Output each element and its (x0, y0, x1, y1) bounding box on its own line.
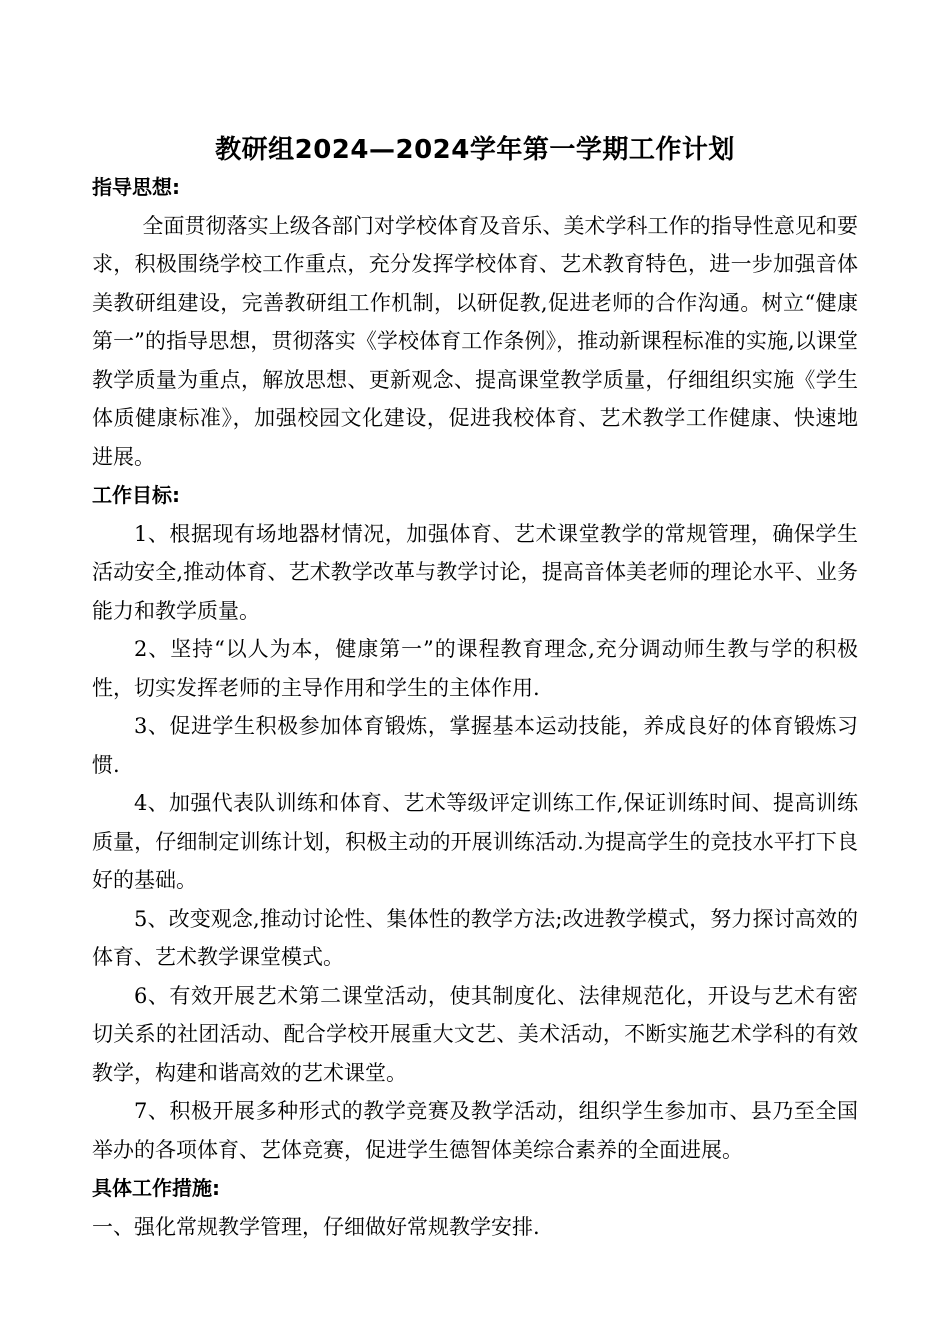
document-title: 教研组2024—2024学年第一学期工作计划 (215, 135, 735, 165)
document-body (92, 168, 858, 1246)
goal-item-2: 2、坚持“以人为本，健康第一”的课程教育理念,充分调动师生教与学的积极性，切实发挥老师的主导作用和学生的主体作用. (92, 637, 858, 700)
goal-item-3: 3、促进学生积极参加体育锻炼，掌握基本运动技能，养成良好的体育锻炼习惯. (92, 714, 858, 777)
goal-item-1: 1、根据现有场地器材情况，加强体育、艺术课堂教学的常规管理，确保学生活动安全,推动体育、艺术教学改革与教学讨论，提高音体美老师的理论水平、业务能力和教学质量。 (92, 521, 858, 623)
goal-item-7: 7、积极开展多种形式的教学竞赛及教学活动，组织学生参加市、县乃至全国举办的各项体育、艺体竞赛，促进学生德智体美综合素养的全面进展。 (92, 1099, 858, 1162)
guiding-ideology-paragraph: 全面贯彻落实上级各部门对学校体育及音乐、美术学科工作的指导性意见和要求，积极围绕学校工作重点，充分发挥学校体育、艺术教育特色，进一步加强音体美教研组建设，完善教研组工作机制，以研促教,促进老师的合作沟通。树立“健康第一”的指导思想，贯彻落实《学校体育工作条例》，推动新课程标准的实施,以课堂教学质量为重点，解放思想、更新观念、提高课堂教学质量，仔细组织实施《学生体质健康标准》，加强校园文化建设，促进我校体育、艺术教学工作健康、快速地进展。 (92, 213, 858, 469)
section-heading-work-goals: 工作目标: (92, 483, 180, 507)
goal-item-5: 5、改变观念,推动讨论性、集体性的教学方法;改进教学模式，努力探讨高效的体育、艺术教学课堂模式。 (92, 906, 858, 969)
measure-line-1: 一、强化常规教学管理，仔细做好常规教学安排. (92, 1214, 540, 1239)
section-heading-guiding-ideology: 指导思想: (92, 175, 180, 199)
section-heading-specific-measures: 具体工作措施: (92, 1176, 220, 1200)
goal-item-6: 6、有效开展艺术第二课堂活动，使其制度化、法律规范化，开设与艺术有密切关系的社团活动、配合学校开展重大文艺、美术活动，不断实施艺术学科的有效教学，构建和谐高效的艺术课堂。 (92, 983, 858, 1085)
goal-item-4: 4、加强代表队训练和体育、艺术等级评定训练工作,保证训练时间、提高训练质量，仔细制定训练计划，积极主动的开展训练活动.为提高学生的竞技水平打下良好的基础。 (92, 791, 858, 892)
